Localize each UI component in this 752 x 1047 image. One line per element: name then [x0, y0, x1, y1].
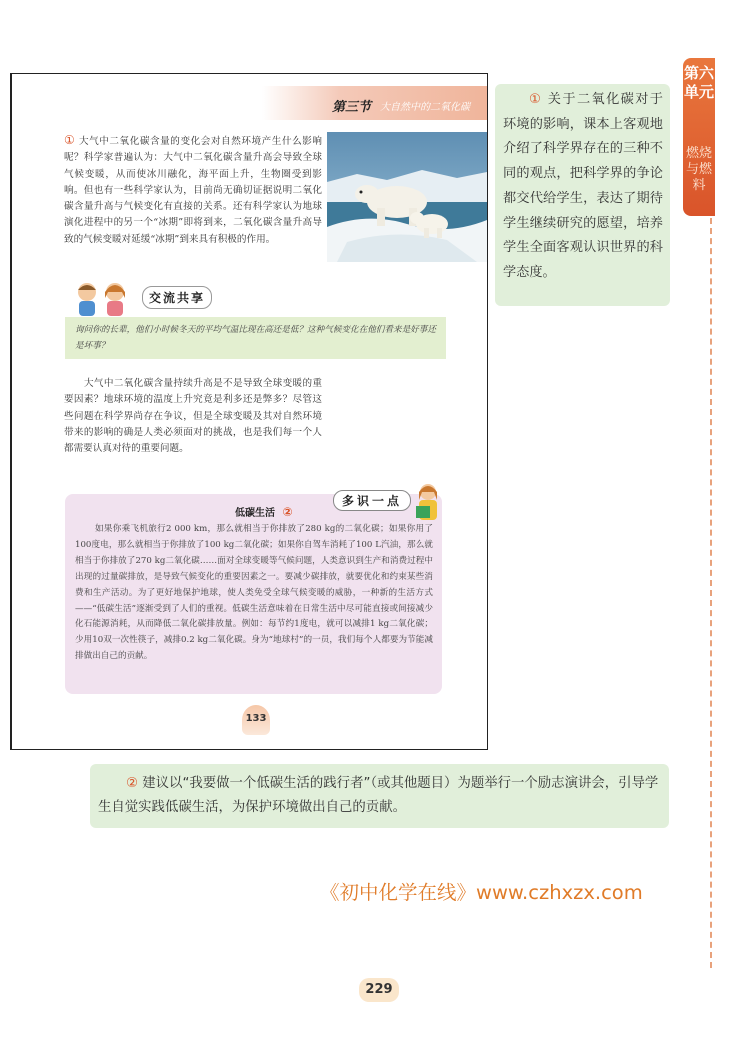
paragraph-1 [64, 132, 322, 248]
teacher-note-2 [90, 764, 669, 828]
unit-label: 第六单元 [683, 64, 714, 101]
note-2-text: 建议以“我要做一个低碳生活的践行者”（或其他题目）为题举行一个励志演讲会，引导学生自觉实践低碳生活，为保护环境做出自己的贡献。 [98, 776, 659, 815]
share-box [65, 317, 446, 359]
paragraph-2: 大气中二氧化碳含量持续升高是不是导致全球变暖的重要因素？地球环境的温度上升究竟是利多还是弊多？尽管这些问题在科学界尚存在争议，但是全球变暖及其对自然环境带来的影响的确是人类必须面对的挑战，也是我们每一个人都需要认真对待的重要问题。 [64, 378, 322, 455]
know-more-subtitle [235, 504, 293, 519]
unit-topic: 燃烧与燃料 [685, 146, 712, 193]
reading-girl-illustration [413, 480, 443, 524]
know-more-badge: 多识一点 [333, 490, 411, 511]
know-more-box [65, 494, 442, 694]
know-more-text: 如果你乘飞机旅行2 000 km，那么就相当于你排放了280 kg的二氧化碳；如果你用了100度电，那么就相当于你排放了100 kg二氧化碳；如果你自驾车消耗了100 L汽油，那么就相当于你排放了270 kg二氧化碳……面对全球变暖等气候问题，人类意识到生产和消费过程中出现的过量碳排放，是导致气候变化的重要因素之一。要减少碳排放，就要优化和约束某些消费和生产活动。为了更好地保护地球，使人类免受全球气候变暖的威胁，一种新的生活方式——“低碳生活”逐渐受到了人们的重视。低碳生活意味着在日常生活中尽可能直接或间接减少化石能源消耗，从而降低二氧化碳排放量。例如：每节约1度电，就可以减排1 kg二氧化碳；少用10双一次性筷子，减排0.2 kg二氧化碳。身为“地球村”的一员，我们每个人都要为节能减排做出自己的贡献。 [75, 524, 433, 662]
textbook-page-number: 133 [242, 705, 270, 735]
page-number: 229 [359, 978, 399, 1002]
kids-illustration [67, 278, 137, 316]
marker-1: ① [64, 133, 76, 147]
teacher-note-1 [495, 84, 670, 306]
marker-2: ② [282, 505, 293, 519]
teacher-note-1-paragraph [503, 88, 663, 286]
note-1-marker: ① [529, 92, 543, 107]
know-subtitle-text: 低碳生活 [235, 508, 275, 519]
teacher-note-2-paragraph [98, 772, 660, 820]
side-dashed-line [710, 218, 712, 968]
share-text: 询问你的长辈，他们小时候冬天的平均气温比现在高还是低？这种气候变化在他们看来是好事还是坏事？ [75, 325, 436, 351]
section-header [262, 86, 487, 120]
polar-bear-image [327, 132, 487, 262]
section-title: 大自然中的二氧化碳 [380, 102, 470, 113]
paragraph-1-text: 大气中二氧化碳含量的变化会对自然环境产生什么影响呢？科学家普遍认为：大气中二氧化碳含量升高会导致全球气候变暖，从而使冰川融化，海平面上升，生物圈受到影响。但也有一些科学家认为，目前尚无确切证据说明二氧化碳含量升高与气候变化有直接的关系。还有科学家认为地球演化进程中的另一个“冰期”即将到来，二氧化碳含量升高导致的气候变暖对延缓“冰期”到来具有积极的作用。 [64, 136, 322, 245]
watermark: 《初中化学在线》www.czhxzx.com [320, 881, 643, 904]
share-title: 交流共享 [142, 286, 212, 309]
share-header [67, 276, 242, 316]
textbook-page [10, 73, 488, 750]
note-2-marker: ② [126, 776, 139, 791]
note-1-text: 关于二氧化碳对于环境的影响，课本上客观地介绍了科学界存在的三种不同的观点，把科学界的争论都交代给学生，表达了期待学生继续研究的愿望，培养学生全面客观认识世界的科学态度。 [503, 92, 663, 280]
unit-side-tab [683, 58, 715, 216]
section-label: 第三节 [332, 100, 372, 115]
